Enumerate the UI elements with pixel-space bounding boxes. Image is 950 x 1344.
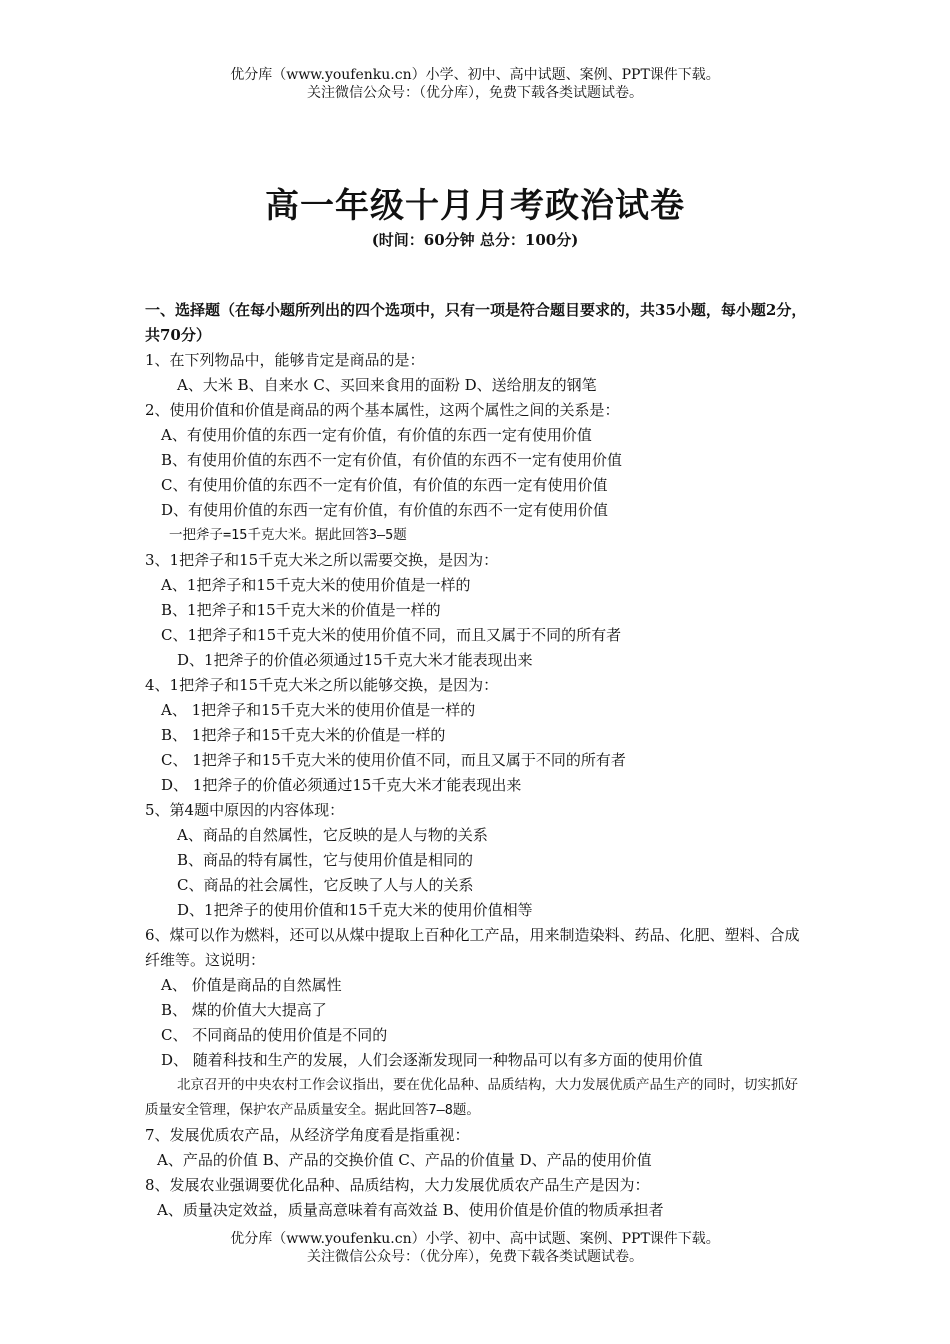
question-3-option-c: C、1把斧子和15千克大米的使用价值不同，而且又属于不同的所有者 bbox=[161, 626, 622, 644]
material-note-rural: 北京召开的中央农村工作会议指出，要在优化品种、品质结构，大力发展优质产品生产的同时，切实抓好质量安全管理，保护农产品质量安全。据此回答7—8题。 bbox=[145, 1077, 798, 1118]
question-4-option-d: D、 1把斧子的价值必须通过15千克大米才能表现出来 bbox=[161, 776, 522, 794]
question-4: 4、1把斧子和15千克大米之所以能够交换，是因为： bbox=[145, 676, 499, 694]
page-footer bbox=[0, 1230, 950, 1266]
question-2: 2、使用价值和价值是商品的两个基本属性，这两个属性之间的关系是： bbox=[145, 401, 620, 419]
question-6-option-d: D、 随着科技和生产的发展，人们会逐渐发现同一种物品可以有多方面的使用价值 bbox=[161, 1051, 703, 1069]
question-5-option-d: D、1把斧子的使用价值和15千克大米的使用价值相等 bbox=[177, 901, 533, 919]
header-line-1: 优分库（www.youfenku.cn）小学、初中、高中试题、案例、PPT课件下载。 bbox=[230, 67, 720, 83]
question-5-option-b: B、商品的特有属性，它与使用价值是相同的 bbox=[177, 851, 474, 869]
exam-subtitle: (时间：60分钟 总分：100分) bbox=[371, 231, 579, 249]
question-2-option-b: B、有使用价值的东西不一定有价值，有价值的东西不一定有使用价值 bbox=[161, 451, 623, 469]
question-4-option-c: C、 1把斧子和15千克大米的使用价值不同，而且又属于不同的所有者 bbox=[161, 751, 626, 769]
question-4-option-a: A、 1把斧子和15千克大米的使用价值是一样的 bbox=[161, 701, 476, 719]
section-heading: 一、选择题（在每小题所列出的四个选项中，只有一项是符合题目要求的，共35小题，每小题2分，共70分） bbox=[145, 301, 807, 344]
question-5-option-a: A、商品的自然属性，它反映的是人与物的关系 bbox=[177, 826, 488, 844]
material-note-axe: 一把斧子=15千克大米。据此回答3—5题 bbox=[169, 527, 407, 543]
exam-title: 高一年级十月月考政治试卷 bbox=[265, 186, 685, 226]
question-7: 7、发展优质农产品，从经济学角度看是指重视： bbox=[145, 1126, 470, 1144]
question-3-option-a: A、1把斧子和15千克大米的使用价值是一样的 bbox=[161, 576, 471, 594]
footer-line-1: 优分库（www.youfenku.cn）小学、初中、高中试题、案例、PPT课件下载。 bbox=[230, 1231, 720, 1247]
question-3: 3、1把斧子和15千克大米之所以需要交换，是因为： bbox=[145, 551, 499, 569]
header-line-2: 关注微信公众号：（优分库），免费下载各类试题试卷。 bbox=[307, 85, 643, 101]
question-6-option-b: B、 煤的价值大大提高了 bbox=[161, 1001, 327, 1019]
question-1-options: A、大米 B、自来水 C、买回来食用的面粉 D、送给朋友的钢笔 bbox=[177, 376, 597, 394]
question-2-option-c: C、有使用价值的东西不一定有价值，有价值的东西一定有使用价值 bbox=[161, 476, 608, 494]
question-1: 1、在下列物品中，能够肯定是商品的是： bbox=[145, 351, 425, 369]
question-8: 8、发展农业强调要优化品种、品质结构，大力发展优质农产品生产是因为： bbox=[145, 1176, 650, 1194]
question-6-option-c: C、 不同商品的使用价值是不同的 bbox=[161, 1026, 388, 1044]
question-4-option-b: B、 1把斧子和15千克大米的价值是一样的 bbox=[161, 726, 446, 744]
page-header bbox=[0, 66, 950, 102]
question-5: 5、第4题中原因的内容体现： bbox=[145, 801, 345, 819]
question-2-option-d: D、有使用价值的东西一定有价值，有价值的东西不一定有使用价值 bbox=[161, 501, 609, 519]
exam-content bbox=[145, 298, 810, 1223]
question-8-options-ab: A、质量决定效益，质量高意味着有高效益 B、使用价值是价值的物质承担者 bbox=[157, 1201, 664, 1219]
question-3-option-d: D、1把斧子的价值必须通过15千克大米才能表现出来 bbox=[177, 651, 533, 669]
question-6-option-a: A、 价值是商品的自然属性 bbox=[161, 976, 342, 994]
question-2-option-a: A、有使用价值的东西一定有价值，有价值的东西一定有使用价值 bbox=[161, 426, 592, 444]
question-3-option-b: B、1把斧子和15千克大米的价值是一样的 bbox=[161, 601, 441, 619]
footer-line-2: 关注微信公众号：（优分库），免费下载各类试题试卷。 bbox=[307, 1249, 643, 1265]
question-7-options: A、产品的价值 B、产品的交换价值 C、产品的价值量 D、产品的使用价值 bbox=[157, 1151, 652, 1169]
question-6: 6、煤可以作为燃料，还可以从煤中提取上百种化工产品，用来制造染料、药品、化肥、塑料、合成纤维等。这说明： bbox=[145, 926, 800, 969]
question-5-option-c: C、商品的社会属性，它反映了人与人的关系 bbox=[177, 876, 474, 894]
